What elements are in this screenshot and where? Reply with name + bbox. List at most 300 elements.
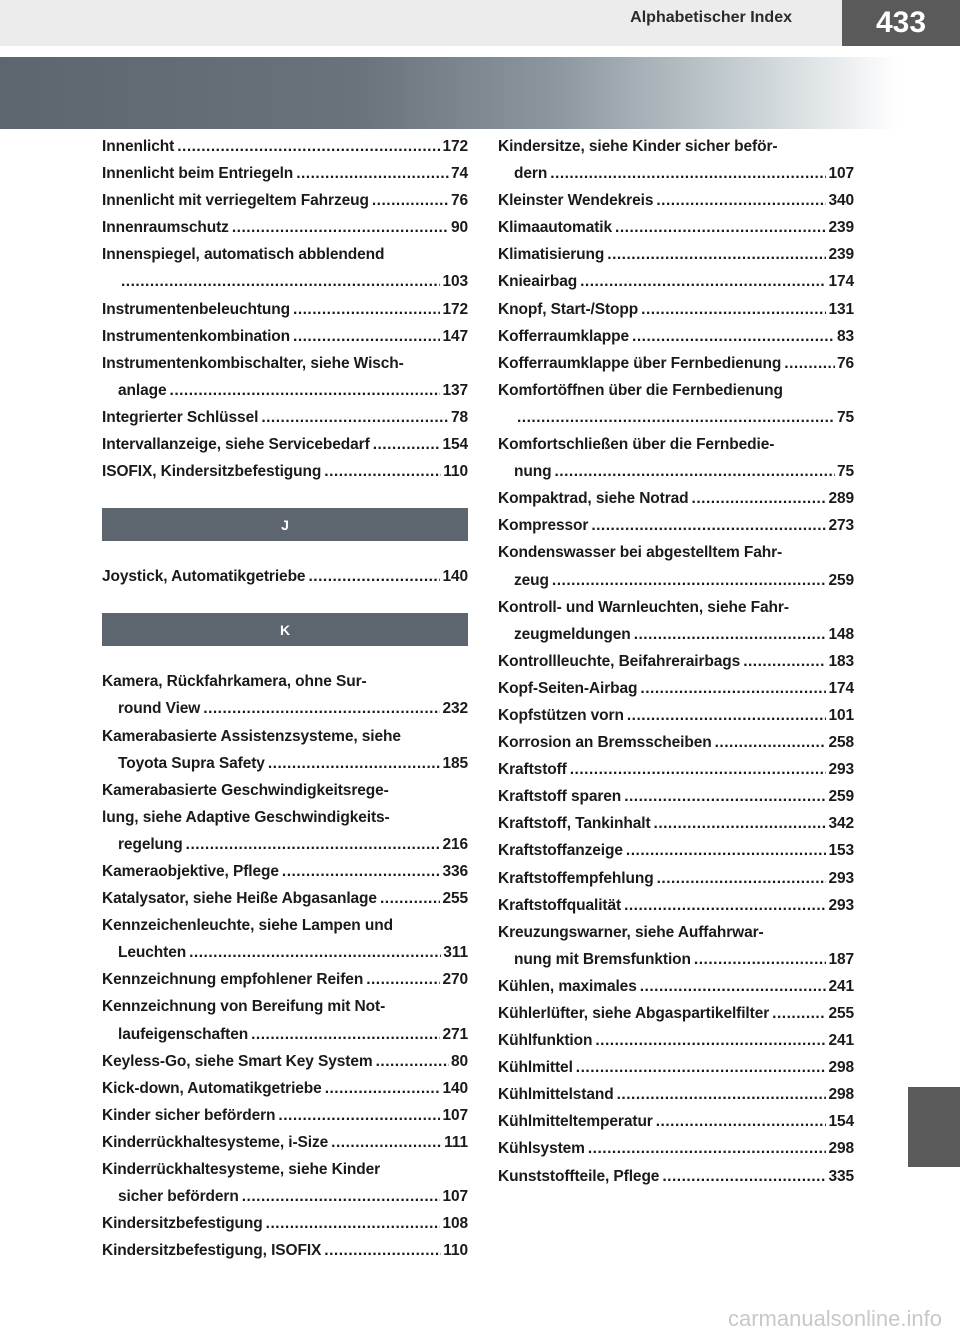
leader-dots <box>242 1183 441 1210</box>
leader-dots <box>186 831 441 858</box>
index-entry <box>102 458 468 485</box>
index-entry-row <box>102 563 468 590</box>
index-entry <box>102 323 468 350</box>
index-term: zeug <box>514 571 549 589</box>
page-ref-link[interactable]: 259 <box>828 571 854 589</box>
index-entry <box>498 296 854 323</box>
page-ref-link[interactable]: 80 <box>450 1052 468 1070</box>
page-ref-link[interactable]: 293 <box>828 896 854 914</box>
index-entry <box>498 1027 854 1054</box>
page-ref-link[interactable]: 239 <box>828 219 854 237</box>
leader-dots <box>591 512 826 539</box>
page-ref-link[interactable]: 76 <box>450 192 468 210</box>
leader-dots <box>268 750 441 777</box>
page-ref-link[interactable]: 216 <box>442 835 468 853</box>
index-entry-row <box>102 1129 468 1156</box>
leader-dots <box>617 1081 827 1108</box>
index-entry-row <box>102 377 468 404</box>
leader-dots <box>296 160 449 187</box>
leader-dots <box>570 756 827 783</box>
leader-dots <box>232 214 449 241</box>
leader-dots <box>595 1027 826 1054</box>
index-entry <box>102 431 468 458</box>
page-ref-link[interactable]: 107 <box>442 1188 468 1206</box>
header-banner-image <box>0 57 900 129</box>
leader-dots <box>656 1108 827 1135</box>
page-ref-link[interactable]: 271 <box>442 1025 468 1043</box>
index-entry-line: Komfortöffnen über die Fernbedienung <box>498 381 783 399</box>
leader-dots <box>607 241 826 268</box>
index-term: Kleinster Wendekreis <box>498 192 654 210</box>
index-entry-row <box>102 831 468 858</box>
index-entry-line: Kondenswasser bei abgestelltem Fahr- <box>498 544 783 562</box>
index-entry <box>498 648 854 675</box>
index-entry <box>102 777 468 858</box>
page-ref-link[interactable]: 78 <box>450 408 468 426</box>
index-term: Instrumentenkombination <box>102 327 291 345</box>
index-entry-row <box>498 675 854 702</box>
header-band <box>0 0 960 46</box>
index-entry <box>498 241 854 268</box>
leader-dots <box>624 783 826 810</box>
leader-dots <box>373 431 441 458</box>
index-entry-row <box>102 268 468 295</box>
index-entry <box>498 512 854 539</box>
index-entry <box>102 858 468 885</box>
index-entry <box>498 1000 854 1027</box>
index-entry <box>102 1237 468 1264</box>
leader-dots <box>517 404 835 431</box>
page-ref-link[interactable]: 137 <box>442 381 468 399</box>
index-group-k-continued <box>498 133 854 1190</box>
page-ref-link[interactable]: 232 <box>442 700 468 718</box>
page-ref-link[interactable]: 298 <box>828 1140 854 1158</box>
index-entry-row <box>498 729 854 756</box>
leader-dots <box>615 214 826 241</box>
index-term: laufeigenschaften <box>118 1025 249 1043</box>
page-ref-link[interactable]: 154 <box>442 436 468 454</box>
index-term: Joystick, Automatikgetriebe <box>102 568 306 586</box>
page-ref-link[interactable]: 258 <box>828 734 854 752</box>
page-ref-link[interactable]: 75 <box>836 408 854 426</box>
index-entry <box>498 810 854 837</box>
index-entry-line: Kamerabasierte Assistenzsysteme, siehe <box>102 727 401 745</box>
leader-dots <box>588 1135 827 1162</box>
index-term: regelung <box>118 835 183 853</box>
index-group-j <box>102 563 468 590</box>
index-term: Kinder sicher befördern <box>102 1106 276 1124</box>
index-entry-row <box>102 939 468 966</box>
index-term: Kraftstoffanzeige <box>498 842 623 860</box>
index-entry-row <box>498 702 854 729</box>
index-entry-line: Komfortschließen über die Fernbedie- <box>498 436 775 454</box>
index-column-right <box>498 133 854 1190</box>
index-term: Knieairbag <box>498 273 578 291</box>
leader-dots <box>261 404 449 431</box>
index-term: Innenlicht beim Entriegeln <box>102 165 294 183</box>
index-entry-row <box>498 1027 854 1054</box>
leader-dots <box>308 563 440 590</box>
page-ref-link[interactable]: 239 <box>828 246 854 264</box>
index-entry-row <box>102 214 468 241</box>
leader-dots <box>376 1048 449 1075</box>
page-ref-link[interactable]: 148 <box>828 625 854 643</box>
index-entry <box>498 1054 854 1081</box>
index-entry-row <box>102 1237 468 1264</box>
leader-dots <box>576 1054 827 1081</box>
index-entry-row <box>102 431 468 458</box>
index-entry-row <box>498 268 854 295</box>
index-entry-row <box>498 1135 854 1162</box>
leader-dots <box>632 323 835 350</box>
index-entry <box>498 350 854 377</box>
page-ref-link[interactable]: 107 <box>828 165 854 183</box>
page-ref-link[interactable]: 259 <box>828 788 854 806</box>
index-entry <box>102 1102 468 1129</box>
index-entry-row <box>498 865 854 892</box>
leader-dots <box>293 296 440 323</box>
leader-dots <box>654 810 827 837</box>
index-entry <box>102 1210 468 1237</box>
index-entry-row <box>498 1081 854 1108</box>
index-entry <box>102 404 468 431</box>
index-entry-line: Kennzeichenleuchte, siehe Lampen und <box>102 917 393 935</box>
watermark: carmanualsonline.info <box>727 1306 942 1331</box>
leader-dots <box>715 729 827 756</box>
index-term: Kofferraumklappe <box>498 327 630 345</box>
index-term: nung <box>514 463 552 481</box>
index-entry <box>102 187 468 214</box>
index-entry <box>102 1156 468 1210</box>
index-term: anlage <box>118 381 167 399</box>
leader-dots <box>640 675 826 702</box>
leader-dots <box>694 946 827 973</box>
leader-dots <box>366 966 440 993</box>
index-term: Kunststoffteile, Pflege <box>498 1167 660 1185</box>
leader-dots <box>324 1237 441 1264</box>
page-ref-link[interactable]: 241 <box>828 977 854 995</box>
page-ref-link[interactable]: 172 <box>442 300 468 318</box>
index-entry-row <box>498 973 854 1000</box>
index-term: Kühlmittel <box>498 1059 573 1077</box>
index-entry-row <box>102 458 468 485</box>
index-entry-row <box>102 1183 468 1210</box>
index-term: Innenlicht mit verriegeltem Fahrzeug <box>102 192 369 210</box>
index-term: Kühlmitteltemperatur <box>498 1113 653 1131</box>
index-entry <box>498 783 854 810</box>
page-ref-link[interactable]: 140 <box>442 1079 468 1097</box>
leader-dots <box>380 885 440 912</box>
page-ref-link[interactable]: 335 <box>828 1167 854 1185</box>
page-ref-link[interactable]: 340 <box>828 192 854 210</box>
leader-dots <box>293 323 440 350</box>
index-entry-row <box>498 1000 854 1027</box>
index-entry <box>102 668 468 722</box>
index-entry-row <box>102 885 468 912</box>
page-ref-link[interactable]: 273 <box>828 517 854 535</box>
index-entry-row <box>102 1075 468 1102</box>
page-ref-link[interactable]: 255 <box>828 1005 854 1022</box>
page-ref-link[interactable]: 298 <box>828 1059 854 1077</box>
index-term: Integrierter Schlüssel <box>102 408 259 426</box>
section-header-j: J <box>102 508 468 541</box>
index-entry-row <box>102 160 468 187</box>
page-ref-link[interactable]: 74 <box>450 165 468 183</box>
page-ref-link[interactable]: 103 <box>442 273 468 291</box>
index-entry <box>498 865 854 892</box>
leader-dots <box>554 458 834 485</box>
index-entry-row <box>498 810 854 837</box>
index-entry-row <box>102 695 468 722</box>
page-ref-link[interactable]: 90 <box>450 219 468 237</box>
leader-dots <box>550 160 826 187</box>
index-entry <box>102 214 468 241</box>
page-ref-link[interactable]: 101 <box>828 706 854 724</box>
index-entry-row <box>102 323 468 350</box>
page-ref-link[interactable]: 174 <box>828 679 854 697</box>
page-ref-link[interactable]: 108 <box>442 1215 468 1233</box>
index-entry <box>102 723 468 777</box>
index-term: Intervallanzeige, siehe Servicebedarf <box>102 436 370 454</box>
index-entry <box>498 1108 854 1135</box>
page-ref-link[interactable]: 183 <box>828 652 854 670</box>
index-term: Keyless-Go, siehe Smart Key System <box>102 1052 373 1070</box>
index-term: Kopfstützen vorn <box>498 706 624 724</box>
index-term: Kompaktrad, siehe Notrad <box>498 490 689 508</box>
index-entry-row <box>102 133 468 160</box>
leader-dots <box>634 621 827 648</box>
index-term: round View <box>118 700 201 718</box>
index-group-k <box>102 668 468 1264</box>
leader-dots <box>552 567 827 594</box>
index-term: Kameraobjektive, Pflege <box>102 862 279 880</box>
leader-dots <box>203 695 440 722</box>
index-term: Toyota Supra Safety <box>118 754 265 772</box>
index-entry-line: Kreuzungswarner, siehe Auffahrwar- <box>498 923 764 941</box>
index-term: Klimaautomatik <box>498 219 613 237</box>
page-ref-link[interactable]: 153 <box>828 842 854 860</box>
page-ref-link[interactable]: 336 <box>442 862 468 880</box>
index-entry-row <box>498 187 854 214</box>
leader-dots <box>251 1021 440 1048</box>
index-entry <box>102 885 468 912</box>
page-ref-link[interactable]: 342 <box>828 815 854 833</box>
index-term: Kick-down, Automatikgetriebe <box>102 1079 322 1097</box>
leader-dots <box>624 892 826 919</box>
leader-dots <box>189 939 441 966</box>
page-ref-link[interactable]: 110 <box>443 463 468 481</box>
index-term: Katalysator, siehe Heiße Abgasanlage <box>102 890 377 908</box>
leader-dots <box>641 296 826 323</box>
chapter-side-tab <box>908 1087 960 1167</box>
index-entry-row <box>498 512 854 539</box>
leader-dots <box>324 458 441 485</box>
leader-dots <box>177 133 440 160</box>
leader-dots <box>121 268 440 295</box>
page-ref-link[interactable]: 293 <box>828 869 854 887</box>
page-ref-link[interactable]: 110 <box>443 1242 468 1260</box>
index-entry-row <box>102 296 468 323</box>
index-entry-row <box>498 756 854 783</box>
leader-dots <box>657 865 827 892</box>
index-term: Klimatisierung <box>498 246 605 264</box>
index-term: Kinderrückhaltesysteme, i-Size <box>102 1133 329 1151</box>
index-entry <box>102 350 468 404</box>
index-entry <box>498 485 854 512</box>
index-entry <box>102 993 468 1047</box>
index-entry-row <box>102 1210 468 1237</box>
index-entry-line: Kamerabasierte Geschwindigkeitsrege- <box>102 781 389 799</box>
index-entry <box>498 756 854 783</box>
index-term: Kühlerlüfter, siehe Abgaspartikelfilter <box>498 1005 770 1022</box>
leader-dots <box>784 350 835 377</box>
index-entry <box>102 296 468 323</box>
index-entry-row <box>102 858 468 885</box>
index-entry-row <box>498 323 854 350</box>
index-entry-line: Kennzeichnung von Bereifung mit Not- <box>102 998 386 1016</box>
page-ref-link[interactable]: 154 <box>828 1113 854 1131</box>
index-entry <box>498 892 854 919</box>
index-entry-row <box>102 187 468 214</box>
index-entry <box>498 1135 854 1162</box>
index-entry <box>498 214 854 241</box>
index-term: Kennzeichnung empfohlener Reifen <box>102 971 364 989</box>
index-entry-row <box>498 946 854 973</box>
page-ref-link[interactable]: 83 <box>836 327 854 345</box>
index-term: zeugmeldungen <box>514 625 631 643</box>
index-term: Kraftstoff sparen <box>498 788 622 806</box>
index-entry-line: Instrumentenkombischalter, siehe Wisch- <box>102 354 404 372</box>
page-ref-link[interactable]: 174 <box>828 273 854 291</box>
index-entry-row <box>498 458 854 485</box>
index-entry-row <box>498 350 854 377</box>
index-entry-line: Kamera, Rückfahrkamera, ohne Sur- <box>102 673 367 691</box>
index-entry-row <box>102 1048 468 1075</box>
page-ref-link[interactable]: 255 <box>442 890 468 908</box>
index-entry-row <box>498 837 854 864</box>
index-entry <box>102 912 468 966</box>
index-entry-row <box>498 1054 854 1081</box>
leader-dots <box>580 268 826 295</box>
index-term: Kindersitzbefestigung <box>102 1215 263 1233</box>
page-ref-link[interactable]: 131 <box>828 300 854 318</box>
index-entry-row <box>498 1163 854 1190</box>
index-entry-row <box>498 404 854 431</box>
index-term: Kraftstoff, Tankinhalt <box>498 815 651 833</box>
index-term: Kindersitzbefestigung, ISOFIX <box>102 1242 322 1260</box>
index-term: sicher befördern <box>118 1188 239 1206</box>
index-term: Kofferraumklappe über Fernbedienung <box>498 354 782 372</box>
index-entry-row <box>102 404 468 431</box>
page-ref-link[interactable]: 140 <box>442 568 468 586</box>
index-term: Innenlicht <box>102 138 175 155</box>
leader-dots <box>325 1075 441 1102</box>
index-term: Kühlsystem <box>498 1140 585 1158</box>
index-term: nung mit Bremsfunktion <box>514 950 691 968</box>
page-ref-link[interactable]: 298 <box>828 1086 854 1104</box>
page-ref-link[interactable]: 187 <box>828 950 854 968</box>
page-ref-link[interactable]: 270 <box>442 971 468 989</box>
page-ref-link[interactable]: 293 <box>828 761 854 779</box>
page-ref-link[interactable]: 172 <box>442 138 468 155</box>
leader-dots <box>743 648 826 675</box>
index-entry-row <box>498 160 854 187</box>
index-entry <box>498 268 854 295</box>
index-term: Kühlfunktion <box>498 1032 593 1050</box>
index-term: dern <box>514 165 548 183</box>
leader-dots <box>266 1210 441 1237</box>
index-entry <box>102 1048 468 1075</box>
index-entry-row <box>498 241 854 268</box>
page-ref-link[interactable]: 289 <box>828 490 854 508</box>
page-ref-link[interactable]: 147 <box>442 327 468 345</box>
index-entry <box>498 729 854 756</box>
page-ref-link[interactable]: 107 <box>442 1106 468 1124</box>
index-entry-line: Kindersitze, siehe Kinder sicher beför- <box>498 138 778 155</box>
index-entry <box>498 1163 854 1190</box>
index-entry-row <box>498 621 854 648</box>
index-term: Instrumentenbeleuchtung <box>102 300 291 318</box>
leader-dots <box>331 1129 442 1156</box>
leader-dots <box>372 187 449 214</box>
index-entry-row <box>102 750 468 777</box>
index-entry-row <box>102 966 468 993</box>
page-ref-link[interactable]: 75 <box>836 463 854 481</box>
index-entry-line: Innenspiegel, automatisch abblendend <box>102 246 385 264</box>
index-term: Kraftstoffempfehlung <box>498 869 654 887</box>
leader-dots <box>656 187 826 214</box>
index-term: Kühlmittelstand <box>498 1086 614 1104</box>
index-entry-row <box>102 1021 468 1048</box>
index-entry <box>498 594 854 648</box>
index-entry-line: Kontroll- und Warnleuchten, siehe Fahr- <box>498 598 789 616</box>
leader-dots <box>627 702 827 729</box>
index-entry <box>498 1081 854 1108</box>
index-term: Kontrollleuchte, Beifahrerairbags <box>498 652 741 670</box>
index-entry <box>102 1129 468 1156</box>
index-entry-line: lung, siehe Adaptive Geschwindigkeits- <box>102 808 390 826</box>
index-entry <box>102 160 468 187</box>
page-ref-link[interactable]: 111 <box>444 1133 468 1151</box>
index-group-i <box>102 133 468 485</box>
index-entry <box>102 563 468 590</box>
page-ref-link[interactable]: 311 <box>443 944 468 962</box>
index-term: Kraftstoffqualität <box>498 896 622 914</box>
index-entry-row <box>498 892 854 919</box>
index-term: ISOFIX, Kindersitzbefestigung <box>102 463 322 481</box>
index-entry <box>498 377 854 431</box>
index-term: Innenraumschutz <box>102 219 229 237</box>
index-entry-row <box>498 296 854 323</box>
header-title: Alphabetischer Index <box>630 9 792 26</box>
page-ref-link[interactable]: 241 <box>828 1032 854 1050</box>
index-entry <box>498 539 854 593</box>
page-ref-link[interactable]: 76 <box>836 354 854 372</box>
page-number: 433 <box>842 0 960 46</box>
index-entry <box>102 241 468 295</box>
index-entry-row <box>102 1102 468 1129</box>
index-entry <box>498 323 854 350</box>
index-term: Kühlen, maximales <box>498 977 637 995</box>
page-ref-link[interactable]: 185 <box>442 754 468 772</box>
index-term: Kompressor <box>498 517 589 535</box>
index-term: Korrosion an Bremsscheiben <box>498 734 712 752</box>
index-entry-row <box>498 485 854 512</box>
index-entry <box>498 919 854 973</box>
index-entry-line: Kinderrückhaltesysteme, siehe Kinder <box>102 1161 381 1178</box>
index-term: Kopf-Seiten-Airbag <box>498 679 638 697</box>
index-term: Leuchten <box>118 944 187 962</box>
